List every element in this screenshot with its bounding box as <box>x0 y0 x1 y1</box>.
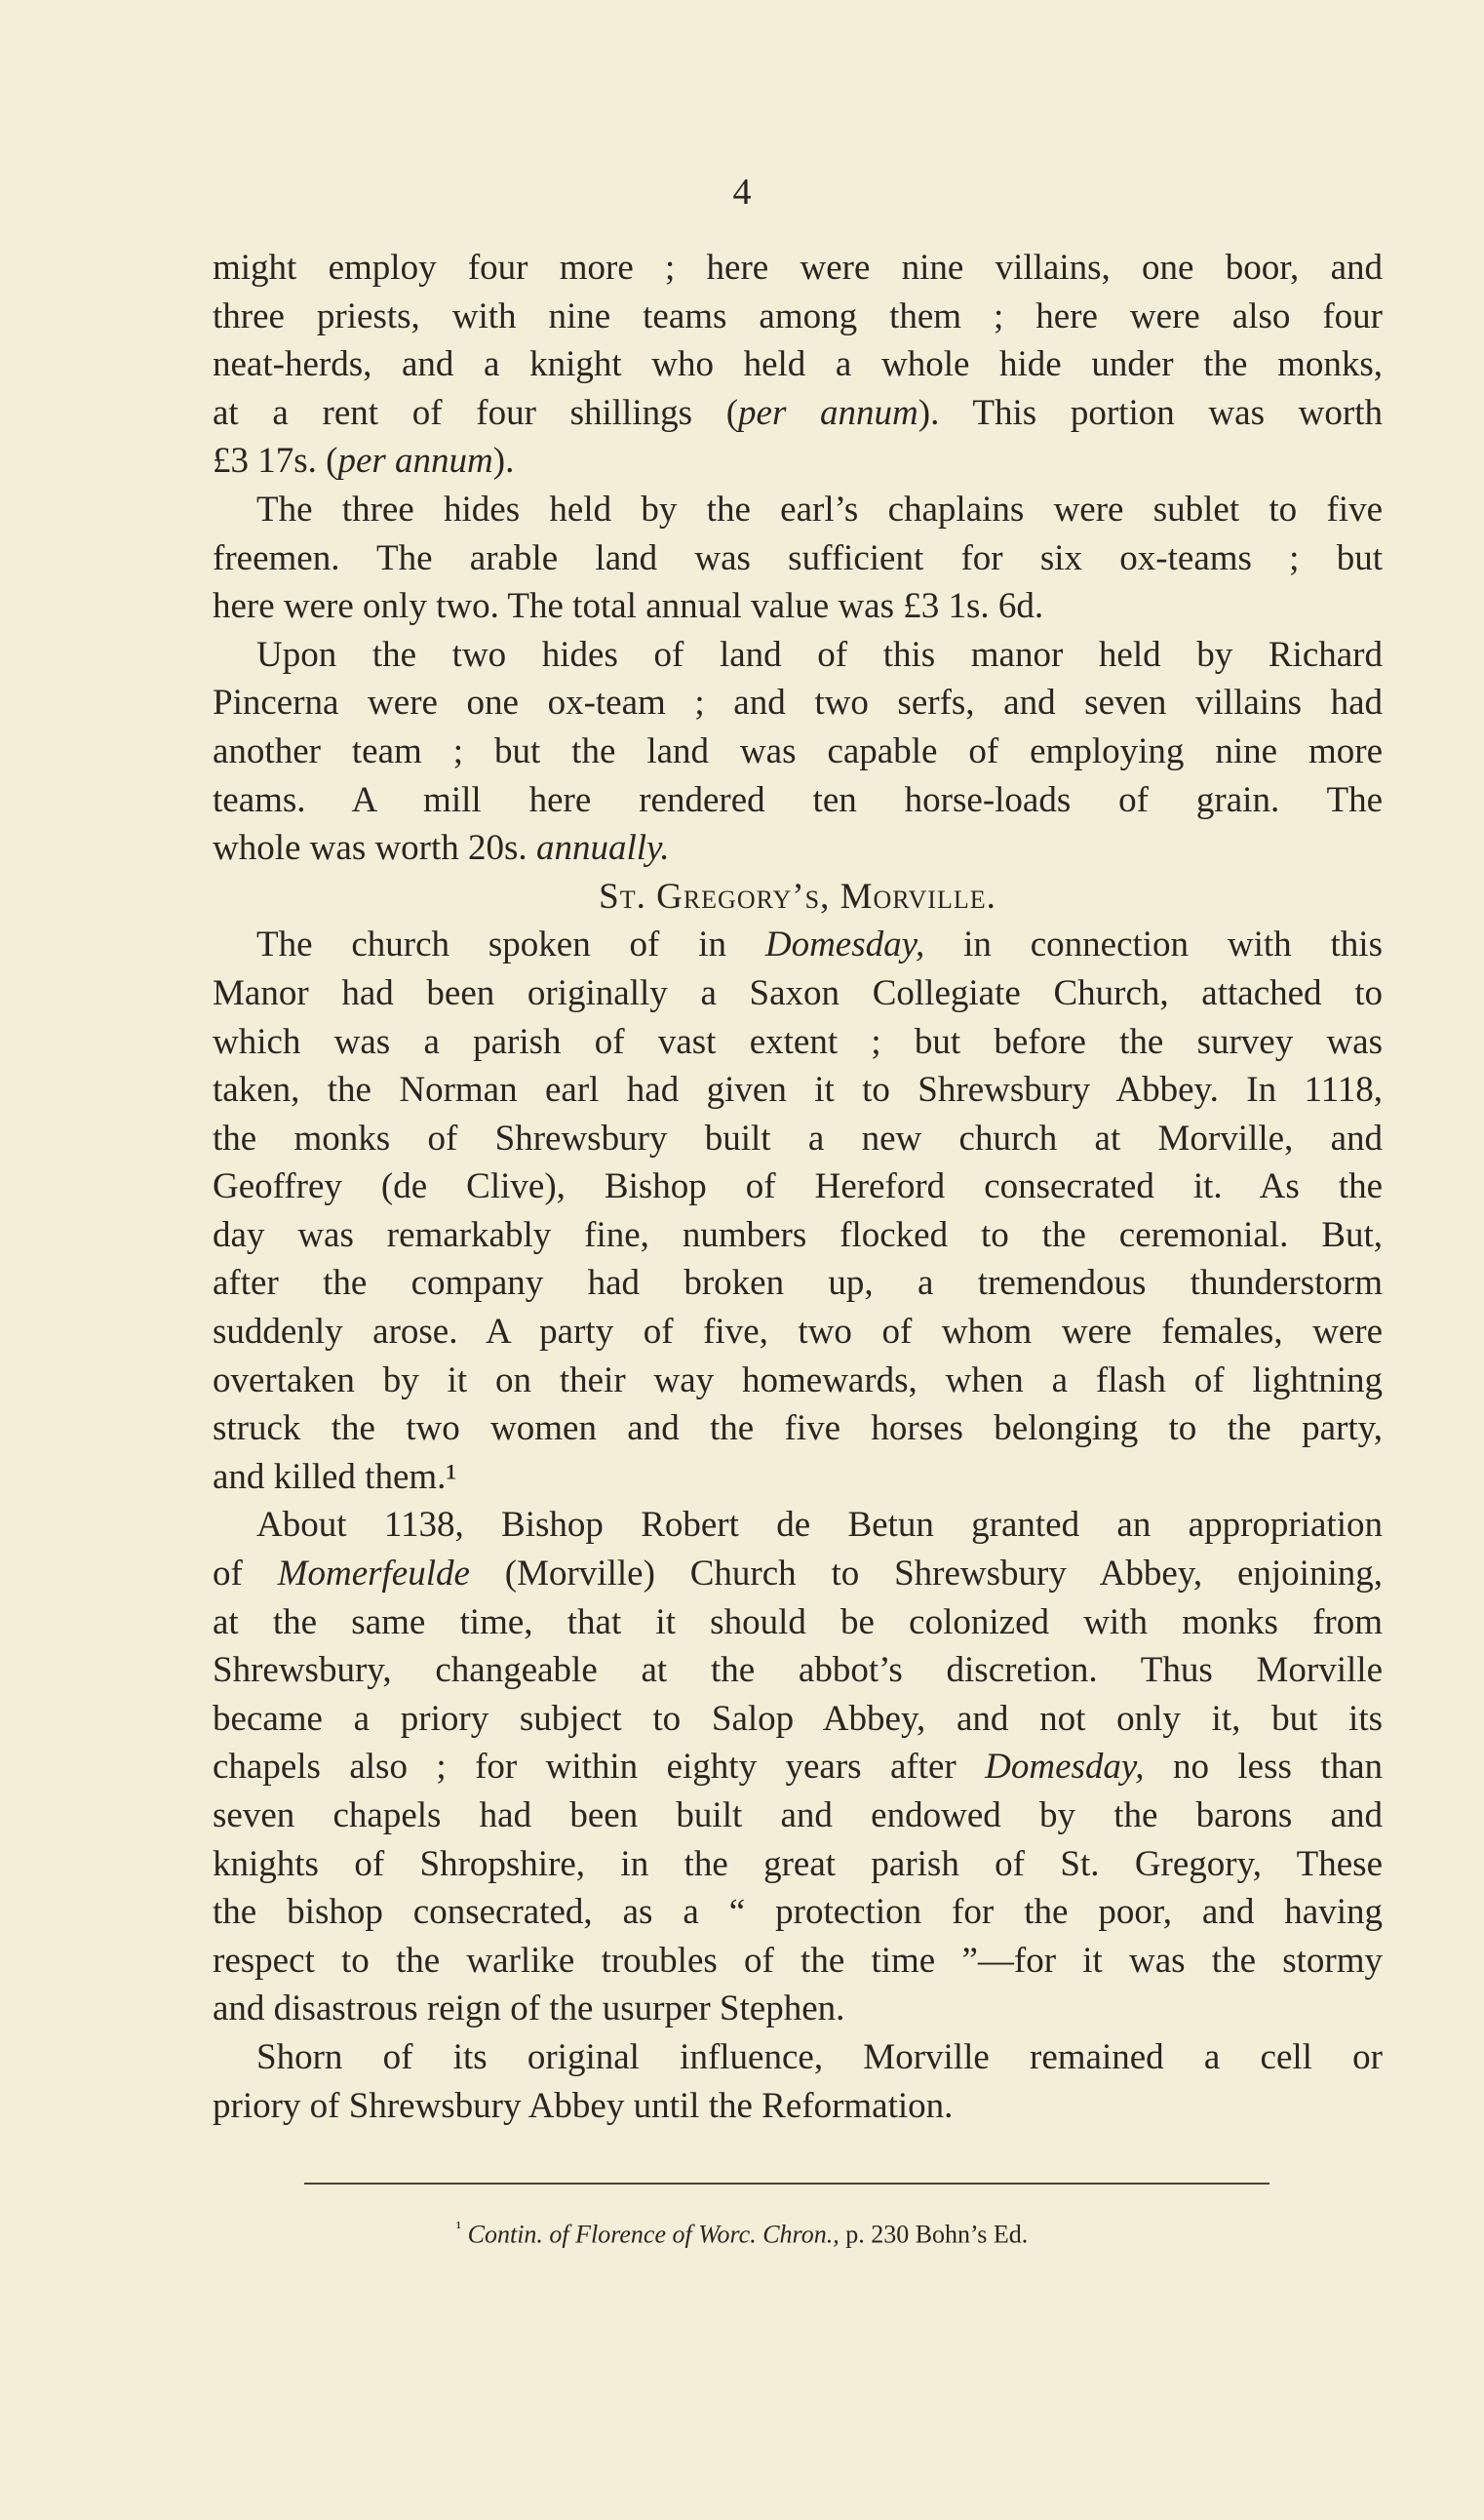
text-line: the monks of Shrewsbury built a new church at Morville, and <box>213 1118 1383 1159</box>
text-line: freemen. The arable land was sufficient for six ox-teams ; but <box>213 537 1383 578</box>
text-line: suddenly arose. A party of five, two of whom were females, were <box>213 1312 1383 1353</box>
text-run: chapels also ; for within eighty years after <box>213 1747 986 1788</box>
text-line <box>213 824 1383 873</box>
text-line: neat-herds, and a knight who held a whole hide under the monks, <box>213 344 1383 385</box>
footnote-rest: p. 230 Bohn’s Ed. <box>839 2220 1029 2249</box>
text-line: Geoffrey (de Clive), Bishop of Hereford consecrated it. As the <box>213 1166 1383 1207</box>
text-line: taken, the Norman earl had given it to Shrewsbury Abbey. In 1118, <box>213 1070 1383 1111</box>
text-line: at the same time, that it should be colonized with monks from <box>213 1601 1383 1642</box>
text-line <box>213 1743 1383 1792</box>
text-line: Upon the two hides of land of this manor held by Richard <box>256 634 1383 675</box>
italic-run: annually. <box>535 828 670 869</box>
text-line: and disastrous reign of the usurper Stephen. <box>213 1988 845 2029</box>
text-line: Shorn of its original influence, Morville remained a cell or <box>256 2036 1383 2077</box>
text-line: priory of Shrewsbury Abbey until the Reformation. <box>213 2085 954 2126</box>
body-text <box>213 244 1383 2130</box>
text-run: whole was worth 20s. <box>213 828 536 869</box>
text-line: Shrewsbury, changeable at the abbot’s discretion. Thus Morville <box>213 1650 1383 1691</box>
text-run: ). <box>492 441 515 482</box>
footnote-source: Contin. of Florence of Worc. Chron., <box>467 2220 840 2249</box>
footnote <box>0 2210 1484 2253</box>
text-line: About 1138, Bishop Robert de Betun granted an appropriation <box>256 1505 1383 1546</box>
text-run: of <box>213 1554 278 1595</box>
text-line: overtaken by it on their way homewards, when a flash of lightning <box>213 1359 1383 1400</box>
text-run: no less than <box>1144 1747 1384 1788</box>
text-line: day was remarkably fine, numbers flocked to the ceremonial. But, <box>213 1214 1383 1255</box>
text-run: ). This portion was worth <box>918 392 1383 433</box>
text-line: The three hides held by the earl’s chaplains were sublet to five <box>256 489 1383 530</box>
text-line: became a priory subject to Salop Abbey, and not only it, but its <box>213 1698 1383 1739</box>
text-line <box>213 921 1383 969</box>
italic-run: per annum <box>337 441 493 482</box>
italic-run: Domesday, <box>985 1747 1145 1788</box>
italic-run: Momerfeulde <box>277 1554 470 1595</box>
text-line: the bishop consecrated, as a “ protection for the poor, and having <box>213 1892 1383 1933</box>
text-line: might employ four more ; here were nine villains, one boor, and <box>213 248 1383 288</box>
text-line: knights of Shropshire, in the great parish of St. Gregory, These <box>213 1843 1383 1884</box>
text-run: in connection with this <box>924 925 1383 965</box>
page-number: 4 <box>732 172 752 213</box>
text-line: Pincerna were one ox-team ; and two serfs, and seven villains had <box>213 683 1383 724</box>
text-line: respect to the warlike troubles of the time ”—for it was the stormy <box>213 1940 1383 1981</box>
text-run: £3 17s. ( <box>213 441 338 482</box>
text-line <box>213 437 1383 486</box>
text-line: three priests, with nine teams among them ; here were also four <box>213 295 1383 336</box>
footnote-mark: ¹ <box>455 2218 462 2237</box>
text-line: teams. A mill here rendered ten horse-loads of grain. The <box>213 779 1383 820</box>
text-line: Manor had been originally a Saxon Collegiate Church, attached to <box>213 972 1383 1013</box>
text-line: which was a parish of vast extent ; but before the survey was <box>213 1021 1383 1062</box>
text-line: struck the two women and the five horses belonging to the party, <box>213 1408 1383 1449</box>
text-line <box>213 1550 1383 1598</box>
text-line: and killed them.¹ <box>213 1456 457 1497</box>
text-run: at a rent of four shillings ( <box>213 392 739 433</box>
text-run: The church spoken of in <box>256 925 765 965</box>
text-line: here were only two. The total annual value was £3 1s. 6d. <box>213 586 1044 627</box>
footnote-divider <box>304 2183 1269 2185</box>
italic-run: Domesday, <box>764 925 925 965</box>
text-line <box>213 389 1383 438</box>
text-line: after the company had broken up, a tremendous thunderstorm <box>213 1263 1383 1304</box>
text-line: seven chapels had been built and endowed by the barons and <box>213 1795 1383 1835</box>
text-run: (Morville) Church to Shrewsbury Abbey, enjoining, <box>469 1554 1383 1595</box>
text-line: another team ; but the land was capable of employing nine more <box>213 730 1383 771</box>
section-heading: St. Gregory’s, Morville. <box>599 876 996 917</box>
italic-run: per annum <box>738 392 918 433</box>
